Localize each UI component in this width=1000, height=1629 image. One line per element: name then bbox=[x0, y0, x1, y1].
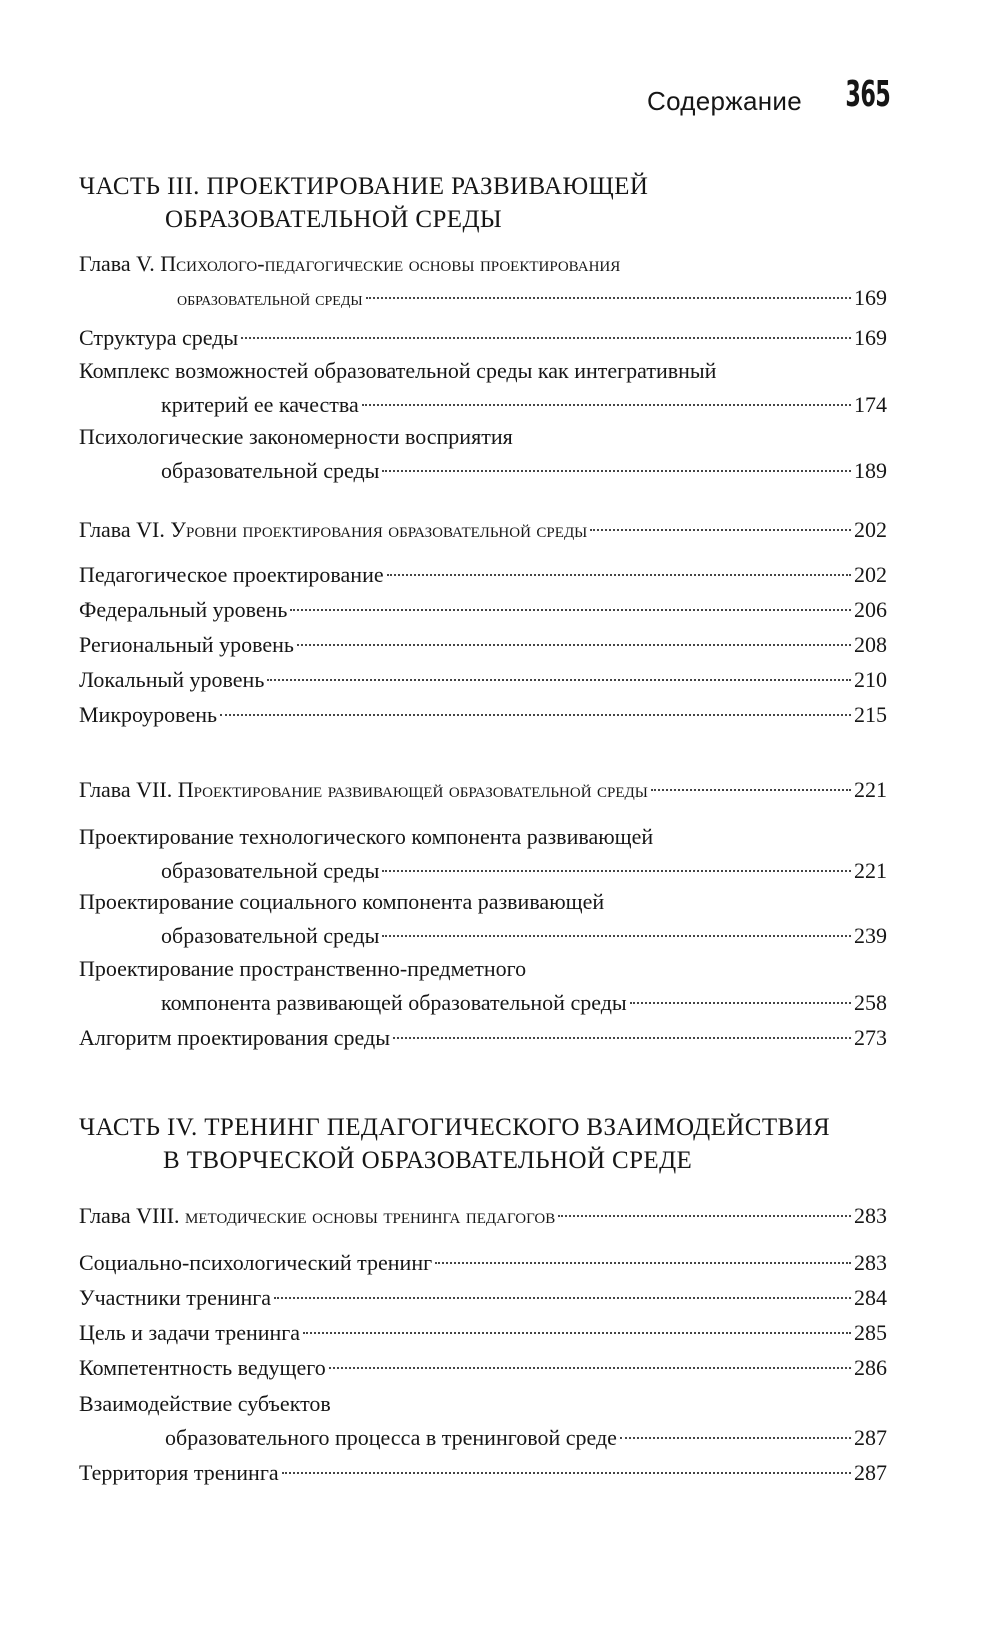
chapter-5-title-line1: Психолого-педагогические основы проектирования bbox=[160, 251, 621, 276]
dot-leader bbox=[387, 573, 851, 576]
chapter-6-prefix: Глава VI. bbox=[79, 517, 165, 542]
entry-label: Федеральный уровень bbox=[79, 597, 288, 622]
dot-leader bbox=[220, 713, 851, 716]
toc-entry[interactable] bbox=[79, 592, 887, 627]
dot-leader bbox=[382, 869, 851, 872]
dot-leader bbox=[297, 643, 851, 646]
dot-leader bbox=[620, 1436, 851, 1439]
dot-leader bbox=[303, 1331, 851, 1334]
dot-leader bbox=[382, 934, 851, 937]
toc-entry[interactable] bbox=[79, 627, 887, 662]
entry-page: 286 bbox=[854, 1355, 887, 1380]
toc-entry[interactable] bbox=[79, 421, 887, 488]
dot-leader bbox=[558, 1214, 851, 1217]
toc-entry[interactable] bbox=[79, 1280, 887, 1315]
toc-entry[interactable] bbox=[79, 1245, 887, 1280]
entry-label: Социально-психологический тренинг bbox=[79, 1250, 433, 1275]
dot-leader bbox=[382, 469, 851, 472]
entry-label: Региональный уровень bbox=[79, 632, 294, 657]
entry-page: 239 bbox=[854, 923, 887, 948]
entry-label-line1: Психологические закономерности восприятия bbox=[79, 424, 513, 449]
entry-page: 189 bbox=[854, 458, 887, 483]
dot-leader bbox=[274, 1296, 851, 1299]
entry-page: 284 bbox=[854, 1285, 887, 1310]
entry-label: образовательной среды bbox=[161, 858, 380, 883]
dot-leader bbox=[435, 1261, 851, 1264]
dot-leader bbox=[393, 1036, 851, 1039]
entry-page: 287 bbox=[854, 1425, 887, 1450]
entry-page: 258 bbox=[854, 990, 887, 1015]
entry-label: компонента развивающей образовательной среды bbox=[161, 990, 627, 1015]
entry-page: 202 bbox=[854, 562, 887, 587]
dot-leader bbox=[329, 1366, 851, 1369]
chapter-7-page: 221 bbox=[854, 777, 887, 802]
chapter-6-title: Уровни проектирования образовательной среды bbox=[170, 517, 588, 542]
dot-leader bbox=[651, 788, 851, 791]
entry-label: критерий ее качества bbox=[161, 392, 359, 417]
entry-page: 210 bbox=[854, 667, 887, 692]
entry-page: 174 bbox=[854, 392, 887, 417]
entry-label: Компетентность ведущего bbox=[79, 1355, 326, 1380]
entry-label: Микроуровень bbox=[79, 702, 218, 727]
toc-entry[interactable] bbox=[79, 953, 887, 1020]
toc-entry[interactable] bbox=[79, 1020, 887, 1055]
entry-label: Территория тренинга bbox=[79, 1460, 279, 1485]
chapter-5-entry[interactable] bbox=[79, 248, 887, 315]
entry-label-line1: Проектирование пространственно-предметного bbox=[79, 956, 527, 981]
dot-leader bbox=[362, 403, 851, 406]
entry-page: 285 bbox=[854, 1320, 887, 1345]
chapter-5-page: 169 bbox=[854, 285, 887, 310]
chapter-6-page: 202 bbox=[854, 517, 887, 542]
page-number: 365 bbox=[845, 74, 890, 115]
dot-leader bbox=[290, 608, 851, 611]
toc-entry[interactable] bbox=[79, 662, 887, 697]
dot-leader bbox=[630, 1001, 851, 1004]
entry-page: 287 bbox=[854, 1460, 887, 1485]
entry-page: 283 bbox=[854, 1250, 887, 1275]
part-3-title-line1: ЧАСТЬ III. ПРОЕКТИРОВАНИЕ РАЗВИВАЮЩЕЙ bbox=[79, 173, 649, 200]
entry-label: Педагогическое проектирование bbox=[79, 562, 384, 587]
part-3-heading bbox=[79, 170, 887, 236]
dot-leader bbox=[366, 296, 851, 299]
part-4-title-line1: ЧАСТЬ IV. ТРЕНИНГ ПЕДАГОГИЧЕСКОГО ВЗАИМОДЕЙСТВИЯ bbox=[79, 1114, 831, 1141]
running-title: Содержание bbox=[647, 86, 802, 116]
entry-label: образовательной среды bbox=[161, 458, 380, 483]
entry-page: 169 bbox=[854, 325, 887, 350]
toc-entry[interactable] bbox=[79, 1388, 887, 1455]
entry-label-line1: Комплекс возможностей образовательной среды как интегративный bbox=[79, 358, 717, 383]
entry-label: образовательного процесса в тренинговой среде bbox=[165, 1425, 617, 1450]
entry-page: 206 bbox=[854, 597, 887, 622]
toc-entry[interactable] bbox=[79, 320, 887, 355]
entry-page: 221 bbox=[854, 858, 887, 883]
toc-entry[interactable] bbox=[79, 1455, 887, 1490]
entry-label: образовательной среды bbox=[161, 923, 380, 948]
entry-page: 215 bbox=[854, 702, 887, 727]
chapter-7-title: Проектирование развивающей образовательной среды bbox=[177, 777, 648, 802]
toc-entry[interactable] bbox=[79, 355, 887, 422]
chapter-8-entry[interactable] bbox=[79, 1198, 887, 1233]
chapter-8-prefix: Глава VIII. bbox=[79, 1203, 180, 1228]
entry-label: Алгоритм проектирования среды bbox=[79, 1025, 390, 1050]
dot-leader bbox=[590, 528, 851, 531]
chapter-8-page: 283 bbox=[854, 1203, 887, 1228]
entry-label: Локальный уровень bbox=[79, 667, 265, 692]
running-header bbox=[0, 74, 1000, 132]
dot-leader bbox=[282, 1471, 851, 1474]
part-3-title-line2: ОБРАЗОВАТЕЛЬНОЙ СРЕДЫ bbox=[165, 206, 503, 233]
entry-label: Структура среды bbox=[79, 325, 239, 350]
dot-leader bbox=[241, 336, 851, 339]
chapter-8-title: методические основы тренинга педагогов bbox=[185, 1203, 556, 1228]
chapter-7-prefix: Глава VII. bbox=[79, 777, 173, 802]
chapter-6-entry[interactable] bbox=[79, 512, 887, 547]
toc-entry[interactable] bbox=[79, 1350, 887, 1385]
entry-page: 273 bbox=[854, 1025, 887, 1050]
toc-entry[interactable] bbox=[79, 697, 887, 732]
part-4-title-line2: В ТВОРЧЕСКОЙ ОБРАЗОВАТЕЛЬНОЙ СРЕДЕ bbox=[163, 1147, 693, 1174]
toc-entry[interactable] bbox=[79, 821, 887, 888]
chapter-5-title-line2: образовательной среды bbox=[177, 288, 363, 310]
entry-label-line1: Проектирование технологического компонента развивающей bbox=[79, 824, 654, 849]
entry-label-line1: Проектирование социального компонента развивающей bbox=[79, 889, 605, 914]
entry-page: 208 bbox=[854, 632, 887, 657]
part-4-heading bbox=[79, 1111, 887, 1177]
entry-label: Цель и задачи тренинга bbox=[79, 1320, 301, 1345]
toc-entry[interactable] bbox=[79, 1315, 887, 1350]
entry-label: Участники тренинга bbox=[79, 1285, 272, 1310]
toc-entry[interactable] bbox=[79, 886, 887, 953]
dot-leader bbox=[267, 678, 851, 681]
toc-entry[interactable] bbox=[79, 557, 887, 592]
chapter-5-prefix: Глава V. bbox=[79, 251, 155, 276]
entry-label-line1: Взаимодействие субъектов bbox=[79, 1391, 331, 1416]
chapter-7-entry[interactable] bbox=[79, 772, 887, 807]
